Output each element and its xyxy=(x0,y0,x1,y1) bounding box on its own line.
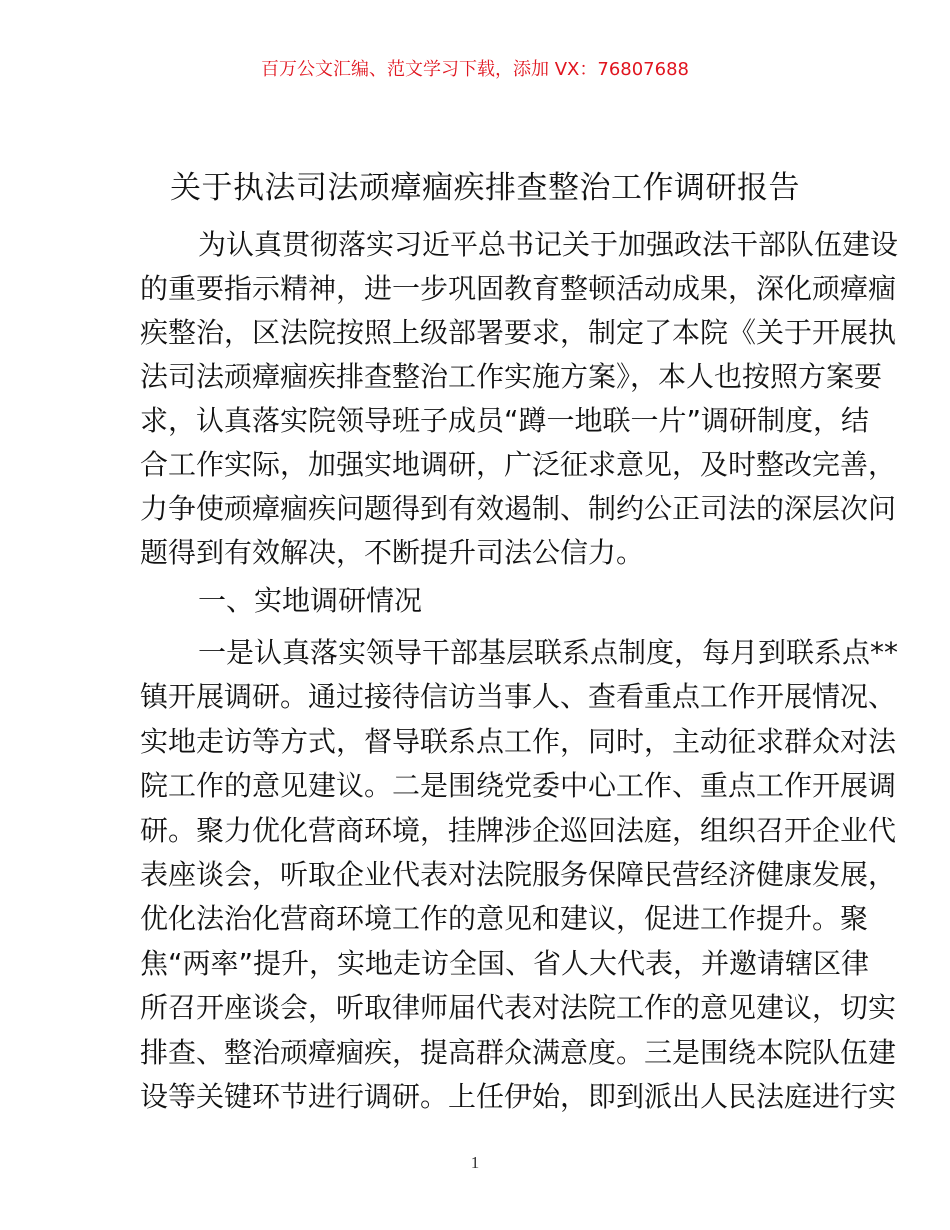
text-line: 设等关键环节进行调研。上任伊始，即到派出人民法庭进行实 xyxy=(140,1079,897,1113)
text-line: 所召开座谈会，听取律师届代表对法院工作的意见建议，切实 xyxy=(140,991,897,1025)
text-line: 优化法治化营商环境工作的意见和建议，促进工作提升。聚 xyxy=(140,902,869,936)
text-line: 表座谈会，听取企业代表对法院服务保障民营经济健康发展， xyxy=(140,857,897,891)
text-line: 法司法顽瘴痼疾排查整治工作实施方案》，本人也按照方案要 xyxy=(140,360,883,393)
text-line: 疾整治，区法院按照上级部署要求，制定了本院《关于开展执 xyxy=(140,316,897,349)
text-line: 题得到有效解决，不断提升司法公信力。 xyxy=(140,536,645,569)
text-line: 排查、整治顽瘴痼疾，提高群众满意度。三是围绕本院队伍建 xyxy=(140,1035,897,1069)
text-line: 合工作实际，加强实地调研，广泛征求意见，及时整改完善， xyxy=(140,448,897,481)
watermark-header: 百万公文汇编、范文学习下载，添加 VX：76807688 xyxy=(261,59,689,80)
page-number: 1 xyxy=(470,1153,480,1172)
text-line: 镇开展调研。通过接待信访当事人、查看重点工作开展情况、 xyxy=(140,680,897,714)
text-line: 求，认真落实院领导班子成员“蹲一地联一片”调研制度，结 xyxy=(140,404,870,437)
text-line: 实地走访等方式，督导联系点工作，同时，主动征求群众对法 xyxy=(140,724,897,758)
text-line: 力争使顽瘴痼疾问题得到有效遏制、制约公正司法的深层次问 xyxy=(140,492,897,525)
text-line: 焦“两率”提升，实地走访全国、省人大代表，并邀请辖区律 xyxy=(140,946,870,980)
text-line: 一是认真落实领导干部基层联系点制度，每月到联系点** xyxy=(198,636,899,669)
section-heading: 一、实地调研情况 xyxy=(198,584,423,617)
text-line: 的重要指示精神，进一步巩固教育整顿活动成果，深化顽瘴痼 xyxy=(140,272,897,305)
section1-paragraph xyxy=(140,631,899,1119)
text-line: 院工作的意见建议。二是围绕党委中心工作、重点工作开展调 xyxy=(140,769,897,803)
document-title: 关于执法司法顽瘴痼疾排查整治工作调研报告 xyxy=(170,170,800,206)
intro-paragraph xyxy=(140,223,899,575)
text-line: 研。聚力优化营商环境，挂牌涉企巡回法庭，组织召开企业代 xyxy=(140,813,897,847)
text-line: 为认真贯彻落实习近平总书记关于加强政法干部队伍建设 xyxy=(198,228,899,261)
